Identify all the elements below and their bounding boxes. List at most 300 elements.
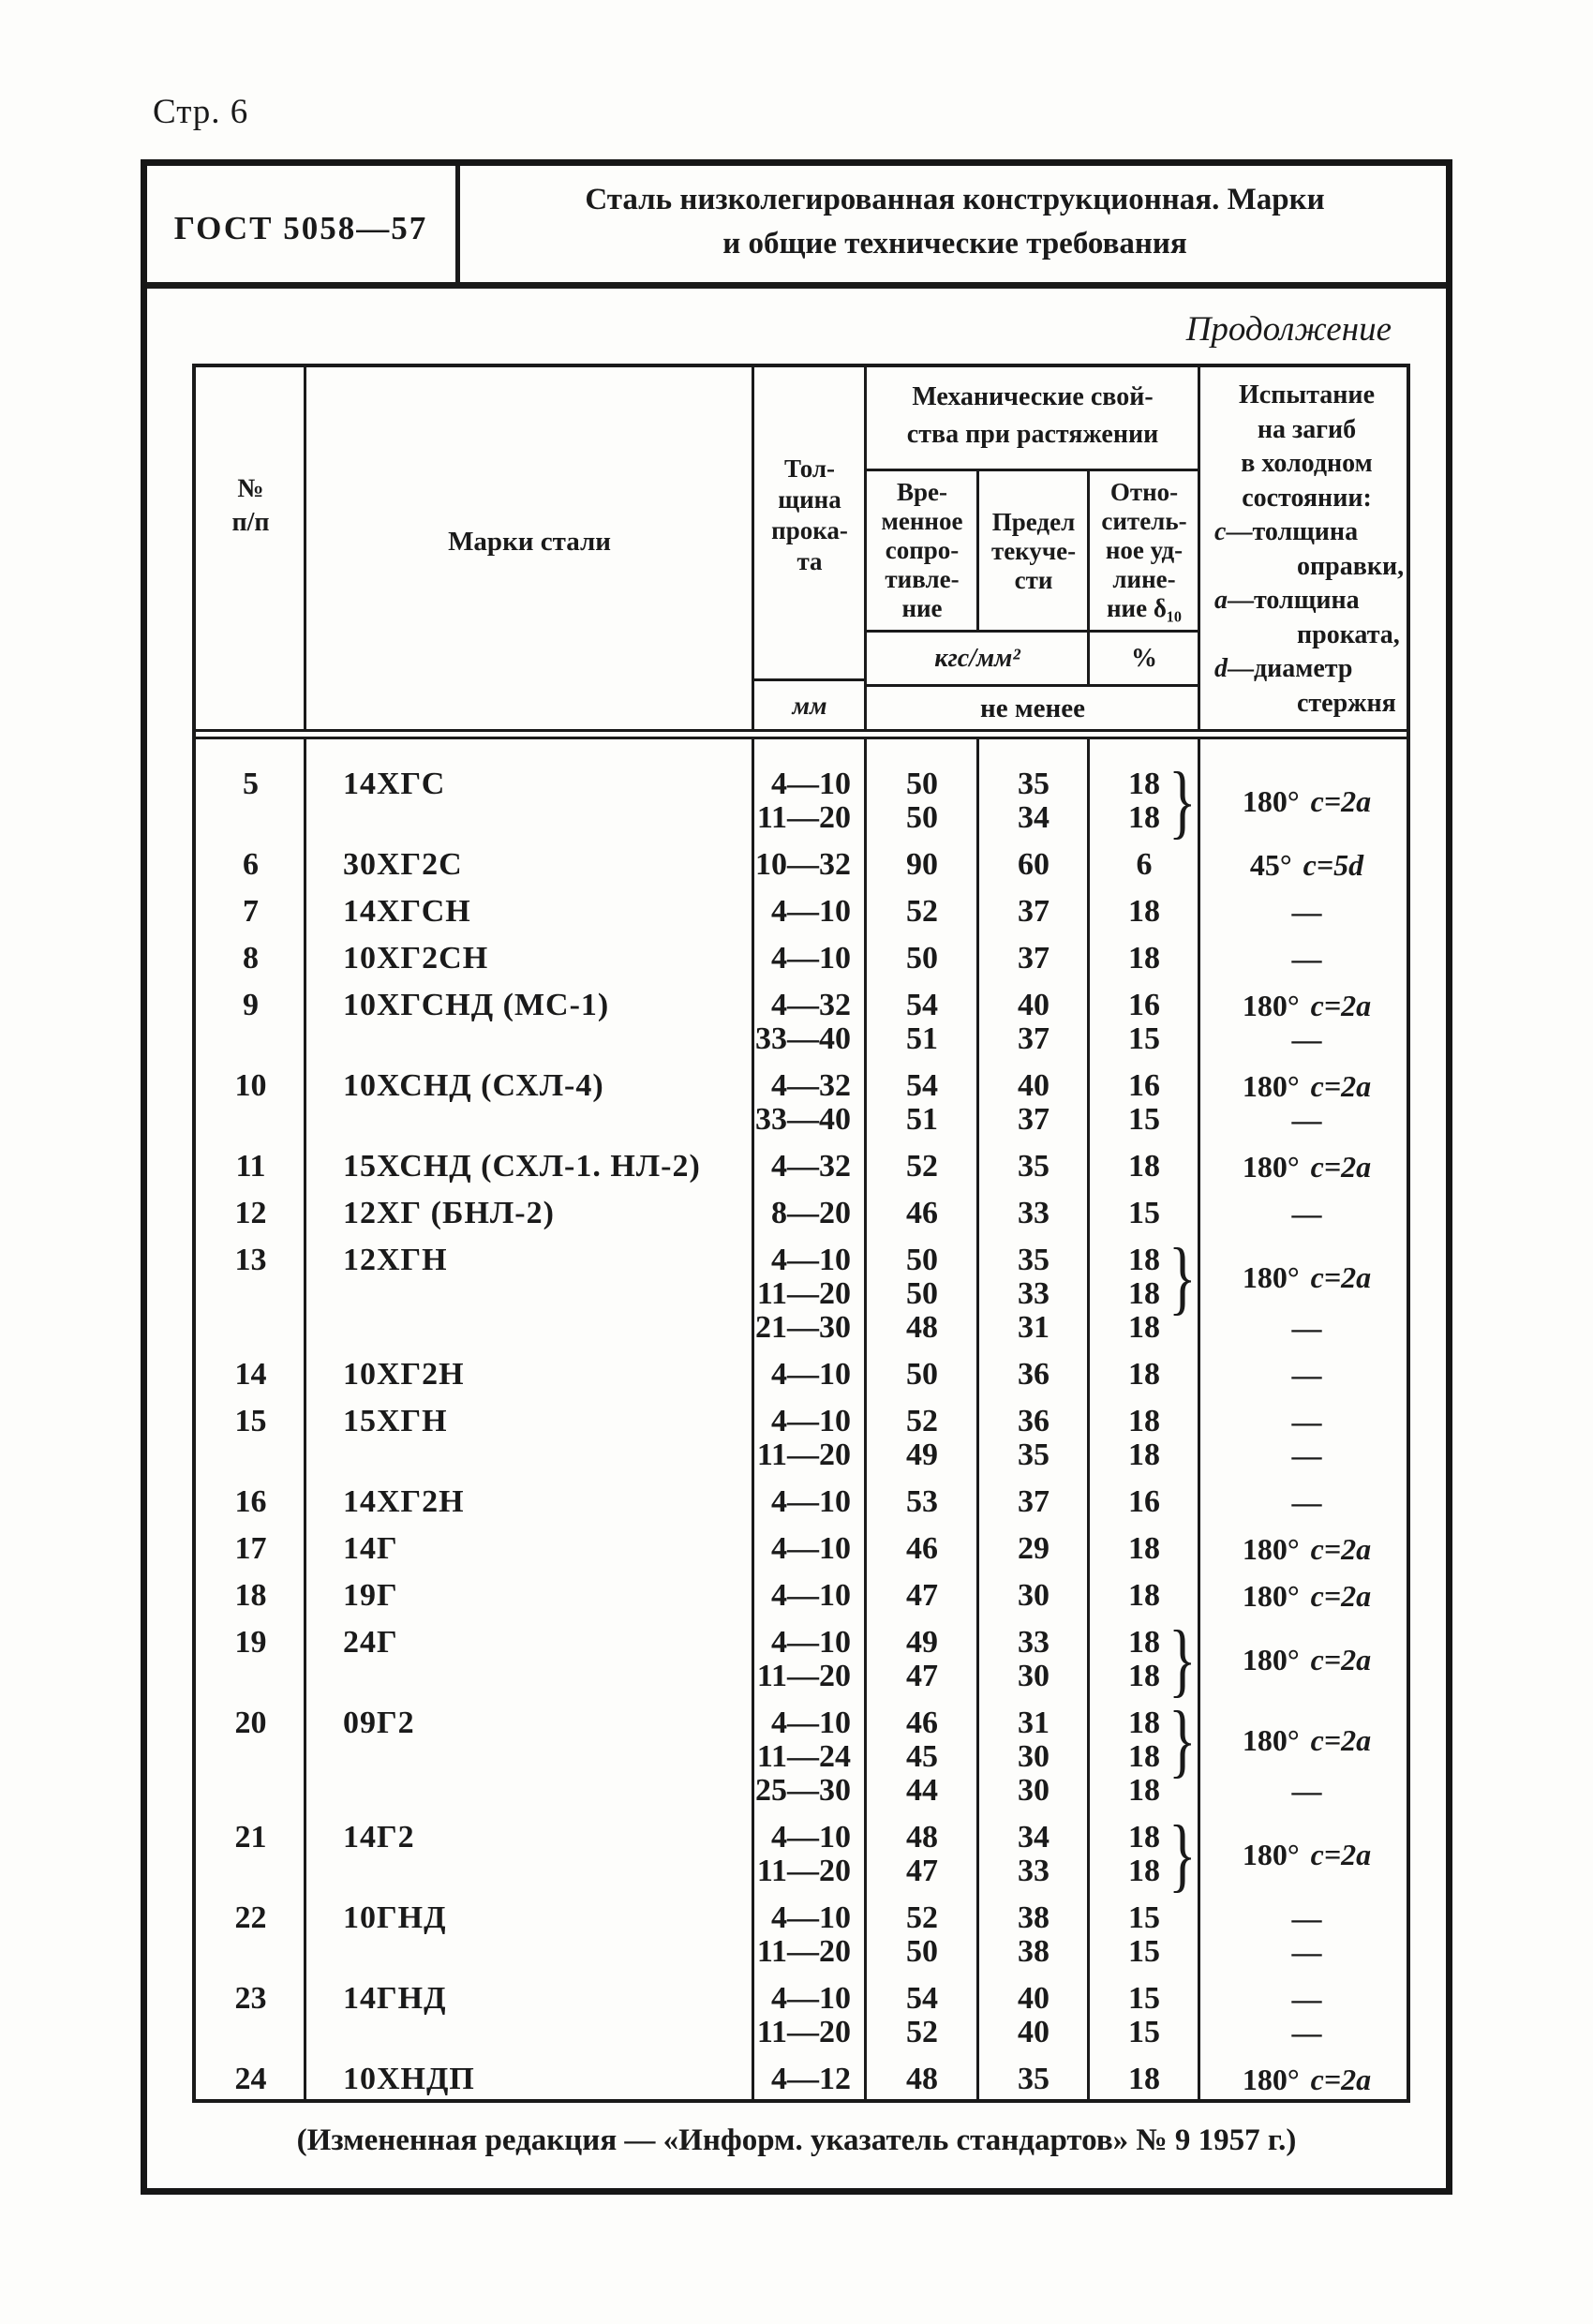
steel-mark: 10ХГ2Н	[343, 1357, 465, 1392]
document-title-line1: Сталь низколегированная конструкционная. Марки	[585, 183, 1325, 216]
elongation-value: 15	[1128, 1021, 1160, 1056]
steel-mark: 14Г	[343, 1531, 398, 1566]
header-line: a—толщина	[1214, 586, 1360, 615]
yield-value: 37	[1018, 941, 1050, 976]
thickness-value: 4—10	[771, 1404, 851, 1438]
tensile-value: 48	[906, 1310, 938, 1345]
tensile-value: 46	[906, 1196, 938, 1230]
elongation-value: 18	[1128, 1404, 1160, 1438]
row-number: 16	[234, 1484, 267, 1519]
tensile-value: 90	[906, 847, 938, 882]
bend-angle: —	[1291, 2015, 1322, 2049]
thickness-value: 11—20	[756, 2015, 851, 2049]
table-row	[196, 1150, 1407, 1184]
bend-formula: c=2a	[1310, 1837, 1372, 1871]
tensile-value: 54	[906, 1068, 938, 1103]
col-header-tensile-strength	[866, 478, 978, 623]
table-row	[196, 1809, 1407, 1900]
row-number: 12	[234, 1196, 267, 1230]
header-line: лине-	[1112, 565, 1176, 593]
yield-value: 38	[1018, 1934, 1050, 1969]
bend-angle: 180°	[1242, 783, 1300, 818]
yield-value: 33	[1018, 1854, 1050, 1888]
row-number: 8	[243, 941, 259, 976]
steel-mark: 10ГНД	[343, 1900, 447, 1935]
bend-formula: c=2a	[1310, 988, 1372, 1022]
row-number: 9	[243, 988, 259, 1022]
tensile-value: 47	[906, 1854, 938, 1888]
col-header-row-number: № п/п	[231, 474, 270, 537]
elongation-value: 18	[1128, 1625, 1160, 1660]
elongation-value: 16	[1128, 1068, 1160, 1103]
elongation-value: 18	[1128, 1149, 1160, 1184]
bend-test-value	[1199, 1197, 1414, 1230]
steel-mark: 14ХГС	[343, 767, 446, 801]
header-line: ние	[901, 594, 943, 622]
row-number: 10	[234, 1068, 267, 1103]
bend-test-value	[1199, 1706, 1414, 1774]
bend-angle: —	[1291, 941, 1322, 976]
bend-angle: —	[1291, 1196, 1322, 1230]
yield-value: 34	[1018, 1820, 1050, 1855]
bend-angle: 180°	[1242, 1531, 1300, 1566]
elongation-value: 18	[1128, 1310, 1160, 1345]
yield-value: 30	[1018, 1773, 1050, 1808]
elongation-value: 6	[1136, 847, 1153, 882]
table-row	[196, 848, 1407, 882]
bend-angle: 180°	[1242, 1068, 1300, 1103]
bend-angle: —	[1291, 1900, 1322, 1935]
yield-value: 33	[1018, 1276, 1050, 1311]
bend-test-value	[1199, 1103, 1414, 1137]
row-number: 17	[234, 1531, 267, 1566]
header-line: щина	[778, 485, 841, 514]
bend-angle: 180°	[1242, 1722, 1300, 1757]
header-line: c—толщина	[1214, 517, 1359, 546]
thickness-value: 11—20	[756, 1659, 851, 1693]
col-header-mechanical-properties: Механические свой- ства при растяжении	[906, 382, 1159, 449]
col-header-bend-test	[1199, 379, 1414, 721]
row-number: 18	[234, 1578, 267, 1613]
tensile-value: 52	[906, 2015, 938, 2049]
bend-angle: —	[1291, 1981, 1322, 2016]
row-number: 21	[234, 1820, 267, 1855]
bend-test-value	[1199, 1069, 1414, 1103]
bend-formula: c=2a	[1310, 1149, 1372, 1184]
steel-mark: 12ХГН	[343, 1243, 448, 1277]
header-line: Предел	[991, 508, 1076, 536]
bend-test-value	[1199, 1150, 1414, 1184]
bend-angle: 180°	[1242, 2062, 1300, 2096]
tensile-value: 52	[906, 894, 938, 929]
row-number: 14	[234, 1357, 267, 1392]
yield-value: 35	[1018, 767, 1050, 801]
row-number: 6	[243, 847, 259, 882]
steel-mark: 10ХГСНД (МС-1)	[343, 988, 610, 1022]
tensile-value: 47	[906, 1578, 938, 1613]
bend-test-value	[1199, 1982, 1414, 2016]
bend-formula: c=2a	[1310, 2062, 1372, 2096]
row-number: 23	[234, 1981, 267, 2016]
bend-test-value	[1199, 1485, 1414, 1519]
header-line: стержня	[1297, 688, 1396, 718]
tensile-value: 48	[906, 1820, 938, 1855]
col-header-elongation	[1089, 478, 1199, 623]
tensile-value: 52	[906, 1149, 938, 1184]
thickness-value: 4—10	[771, 1706, 851, 1740]
header-line: текуче-	[990, 537, 1077, 565]
steel-mark: 15ХСНД (СХЛ-1. НЛ-2)	[343, 1149, 701, 1184]
yield-value: 35	[1018, 2062, 1050, 2096]
header-line: сти	[1014, 566, 1053, 594]
thickness-value: 4—10	[771, 1531, 851, 1566]
table-row	[196, 755, 1407, 847]
yield-value: 40	[1018, 1981, 1050, 2016]
tensile-value: 49	[906, 1438, 938, 1472]
bend-formula: c=2a	[1310, 1642, 1372, 1676]
header-line: ние δ₁₀	[1106, 594, 1183, 622]
yield-value: 30	[1018, 1659, 1050, 1693]
bend-test-value	[1199, 1311, 1414, 1345]
thickness-unit-label: мм	[792, 691, 827, 720]
thickness-value: 33—40	[755, 1021, 851, 1056]
steel-mark: 14Г2	[343, 1820, 415, 1855]
tensile-value: 50	[906, 1243, 938, 1277]
header-line: проката,	[1297, 619, 1400, 649]
header-line: оправки,	[1297, 551, 1405, 581]
steel-mark: 14ХГСН	[343, 894, 471, 929]
bend-angle: —	[1291, 1484, 1322, 1519]
thickness-value: 8—20	[771, 1196, 851, 1230]
elongation-value: 15	[1128, 1102, 1160, 1137]
table-row	[196, 1358, 1407, 1392]
units-bottom-divider	[866, 684, 1199, 687]
bend-angle: 180°	[1242, 988, 1300, 1022]
thickness-value: 11—24	[756, 1739, 851, 1774]
header-line: Отно-	[1109, 478, 1179, 506]
steel-mark: 10ХНДП	[343, 2062, 475, 2096]
yield-value: 37	[1018, 1484, 1050, 1519]
col-header-steel-mark: Марки стали	[448, 527, 611, 557]
thickness-value: 11—20	[756, 1276, 851, 1311]
header-line: d—диаметр	[1214, 654, 1353, 683]
row-number: 24	[234, 2062, 267, 2096]
brace-glyph: }	[1169, 1231, 1197, 1323]
tensile-value: 52	[906, 1900, 938, 1935]
thickness-value: 4—10	[771, 1900, 851, 1935]
bend-test-value	[1199, 942, 1414, 976]
yield-value: 36	[1018, 1357, 1050, 1392]
steel-properties-table	[192, 364, 1410, 2103]
elongation-value: 18	[1128, 941, 1160, 976]
bend-test-value	[1199, 848, 1414, 882]
thickness-unit-divider	[753, 678, 866, 681]
bend-angle: 180°	[1242, 1149, 1300, 1184]
steel-mark: 24Г	[343, 1625, 398, 1660]
elongation-value: 18	[1128, 767, 1160, 801]
bend-test-value	[1199, 1626, 1414, 1693]
bend-angle: —	[1291, 894, 1322, 929]
table-row	[196, 1532, 1407, 1566]
thickness-value: 4—10	[771, 1357, 851, 1392]
bend-test-value	[1199, 2063, 1414, 2096]
elongation-value: 18	[1128, 894, 1160, 929]
bend-angle: 180°	[1242, 1642, 1300, 1676]
continuation-label: Продолжение	[1185, 310, 1392, 349]
yield-value: 30	[1018, 1578, 1050, 1613]
bend-formula: c=2a	[1310, 1722, 1372, 1757]
bend-angle: —	[1291, 1310, 1322, 1345]
table-body	[196, 739, 1407, 2109]
bend-test-value	[1199, 1405, 1414, 1438]
mech-header-divider	[866, 469, 1199, 471]
thickness-value: 4—10	[771, 1625, 851, 1660]
bend-formula: c=2a	[1310, 1259, 1372, 1294]
yield-value: 37	[1018, 1102, 1050, 1137]
bend-test-value	[1199, 1821, 1414, 1888]
elongation-value: 18	[1128, 1659, 1160, 1693]
thickness-value: 4—32	[771, 1149, 851, 1184]
steel-mark: 12ХГ (БНЛ-2)	[343, 1196, 555, 1230]
bend-angle: —	[1291, 1357, 1322, 1392]
yield-value: 40	[1018, 1068, 1050, 1103]
header-line: Тол-	[783, 454, 836, 483]
header-line: в холодном	[1241, 449, 1373, 478]
units-percent-label: %	[1131, 644, 1157, 673]
thickness-value: 4—10	[771, 941, 851, 976]
steel-mark: 09Г2	[343, 1706, 415, 1740]
elongation-value: 18	[1128, 1773, 1160, 1808]
steel-mark: 14ГНД	[343, 1981, 447, 2016]
tensile-value: 50	[906, 1934, 938, 1969]
steel-mark: 30ХГ2С	[343, 847, 463, 882]
elongation-value: 18	[1128, 2062, 1160, 2096]
table-row	[196, 1405, 1407, 1472]
table-row	[196, 989, 1407, 1056]
elongation-value: 15	[1128, 1196, 1160, 1230]
tensile-value: 44	[906, 1773, 938, 1808]
thickness-value: 10—32	[755, 847, 851, 882]
elongation-value: 18	[1128, 800, 1160, 835]
tensile-value: 47	[906, 1659, 938, 1693]
elongation-value: 18	[1128, 1531, 1160, 1566]
table-row	[196, 1579, 1407, 1613]
bend-angle: —	[1291, 1934, 1322, 1969]
thickness-value: 4—12	[771, 2062, 851, 2096]
table-row	[196, 1982, 1407, 2049]
yield-value: 36	[1018, 1404, 1050, 1438]
bend-formula: c=2a	[1310, 1068, 1372, 1103]
yield-value: 40	[1018, 988, 1050, 1022]
thickness-value: 4—10	[771, 1820, 851, 1855]
thickness-value: 11—20	[756, 1934, 851, 1969]
bend-angle: 180°	[1242, 1259, 1300, 1294]
bend-angle: 180°	[1242, 1578, 1300, 1613]
thickness-value: 11—20	[756, 1854, 851, 1888]
header-line: на загиб	[1257, 414, 1357, 444]
gost-number: ГОСТ 5058—57	[173, 210, 428, 246]
bend-test-value	[1199, 1438, 1414, 1472]
bend-angle: —	[1291, 1021, 1322, 1056]
row-number: 11	[235, 1149, 266, 1184]
tensile-value: 49	[906, 1625, 938, 1660]
document-title-line2: и общие технические требования	[722, 227, 1187, 261]
table-row	[196, 2063, 1407, 2096]
thickness-value: 4—10	[771, 1243, 851, 1277]
bend-test-value	[1199, 767, 1414, 835]
bend-test-value	[1199, 1579, 1414, 1613]
units-top-divider	[866, 630, 1199, 633]
bend-test-value	[1199, 1022, 1414, 1056]
thickness-value: 25—30	[755, 1773, 851, 1808]
row-number: 19	[234, 1625, 267, 1660]
tensile-value: 46	[906, 1706, 938, 1740]
tensile-value: 54	[906, 988, 938, 1022]
page-number-label: Стр. 6	[153, 93, 249, 131]
elongation-value: 18	[1128, 1357, 1160, 1392]
thickness-value: 4—10	[771, 1484, 851, 1519]
table-row	[196, 895, 1407, 929]
yield-value: 31	[1018, 1310, 1050, 1345]
brace-glyph: }	[1169, 755, 1197, 847]
bend-test-value	[1199, 1532, 1414, 1566]
tensile-value: 50	[906, 800, 938, 835]
thickness-value: 4—10	[771, 894, 851, 929]
yield-value: 37	[1018, 894, 1050, 929]
elongation-value: 15	[1128, 2015, 1160, 2049]
bend-formula: c=2a	[1310, 783, 1372, 818]
header-line: ситель-	[1101, 507, 1187, 535]
header-line: тивле-	[885, 565, 960, 593]
elongation-value: 15	[1128, 1934, 1160, 1969]
row-number: 5	[243, 767, 259, 801]
elongation-value: 18	[1128, 1578, 1160, 1613]
steel-mark: 14ХГ2Н	[343, 1484, 465, 1519]
bend-formula: c=5d	[1303, 847, 1364, 882]
elongation-value: 18	[1128, 1706, 1160, 1740]
bend-formula: c=2a	[1310, 1531, 1372, 1566]
header-bottom-double-rule	[196, 729, 1407, 739]
thickness-value: 4—32	[771, 988, 851, 1022]
elongation-value: 16	[1128, 1484, 1160, 1519]
header-line: Испытание	[1239, 380, 1375, 410]
bend-angle: —	[1291, 1404, 1322, 1438]
row-number: 13	[234, 1243, 267, 1277]
yield-value: 40	[1018, 2015, 1050, 2049]
yield-value: 35	[1018, 1243, 1050, 1277]
elongation-value: 15	[1128, 1981, 1160, 2016]
yield-value: 34	[1018, 800, 1050, 835]
thickness-value: 33—40	[755, 1102, 851, 1137]
bend-angle: 45°	[1249, 847, 1292, 882]
elongation-value: 18	[1128, 1243, 1160, 1277]
table-row	[196, 1485, 1407, 1519]
bend-angle: —	[1291, 1102, 1322, 1137]
yield-value: 33	[1018, 1625, 1050, 1660]
bend-test-value	[1199, 1774, 1414, 1808]
elongation-value: 18	[1128, 1438, 1160, 1472]
brace-glyph: }	[1169, 1694, 1197, 1786]
table-row	[196, 1901, 1407, 1969]
tensile-value: 50	[906, 1276, 938, 1311]
header-line: та	[796, 547, 823, 575]
document-title	[464, 178, 1446, 266]
thickness-value: 4—10	[771, 1578, 851, 1613]
tensile-value: 46	[906, 1531, 938, 1566]
steel-mark: 19Г	[343, 1578, 398, 1613]
table-row	[196, 1694, 1407, 1808]
tensile-value: 51	[906, 1021, 938, 1056]
tensile-value: 50	[906, 1357, 938, 1392]
tensile-value: 50	[906, 767, 938, 801]
elongation-value: 18	[1128, 1739, 1160, 1774]
row-number: 22	[234, 1900, 267, 1935]
bend-test-value	[1199, 1358, 1414, 1392]
thickness-value: 11—20	[756, 800, 851, 835]
tensile-value: 53	[906, 1484, 938, 1519]
bend-angle: —	[1291, 1438, 1322, 1472]
table-row	[196, 1197, 1407, 1230]
yield-value: 30	[1018, 1739, 1050, 1774]
header-line: Вре-	[897, 478, 947, 506]
steel-mark: 10ХГ2СН	[343, 941, 489, 976]
bend-angle: 180°	[1242, 1837, 1300, 1871]
tensile-value: 50	[906, 941, 938, 976]
brace-glyph: }	[1169, 1614, 1197, 1706]
table-row	[196, 942, 1407, 976]
header-line: состоянии:	[1242, 483, 1372, 513]
row-number: 15	[234, 1404, 267, 1438]
bend-test-value	[1199, 1244, 1414, 1311]
row-number: 20	[234, 1706, 267, 1740]
bend-test-value	[1199, 2016, 1414, 2049]
not-less-label: не менее	[980, 693, 1085, 723]
tensile-value: 54	[906, 1981, 938, 2016]
bend-test-value	[1199, 1901, 1414, 1935]
bend-test-value	[1199, 1935, 1414, 1969]
elongation-value: 16	[1128, 988, 1160, 1022]
bend-test-value	[1199, 989, 1414, 1022]
brace-glyph: }	[1169, 1809, 1197, 1900]
thickness-value: 21—30	[755, 1310, 851, 1345]
col-header-thickness	[753, 454, 866, 577]
tensile-value: 52	[906, 1404, 938, 1438]
elongation-value: 18	[1128, 1820, 1160, 1855]
table-row	[196, 1231, 1407, 1345]
steel-mark: 10ХСНД (СХЛ-4)	[343, 1068, 604, 1103]
bend-formula: c=2a	[1310, 1578, 1372, 1613]
yield-value: 29	[1018, 1531, 1050, 1566]
header-line: сопро-	[885, 536, 960, 564]
elongation-value: 18	[1128, 1854, 1160, 1888]
thickness-value: 4—10	[771, 1981, 851, 2016]
steel-mark: 15ХГН	[343, 1404, 448, 1438]
yield-value: 38	[1018, 1900, 1050, 1935]
header-line: менное	[881, 507, 963, 535]
header-separator-line	[147, 282, 1446, 289]
elongation-value: 15	[1128, 1900, 1160, 1935]
header-vertical-divider	[455, 166, 460, 284]
tensile-value: 48	[906, 2062, 938, 2096]
thickness-value: 4—10	[771, 767, 851, 801]
table-row	[196, 1614, 1407, 1706]
table-row	[196, 1069, 1407, 1137]
header-line: ное уд-	[1105, 536, 1184, 564]
tensile-value: 45	[906, 1739, 938, 1774]
yield-value: 33	[1018, 1196, 1050, 1230]
tensile-value: 51	[906, 1102, 938, 1137]
header-line: прока-	[771, 516, 848, 544]
